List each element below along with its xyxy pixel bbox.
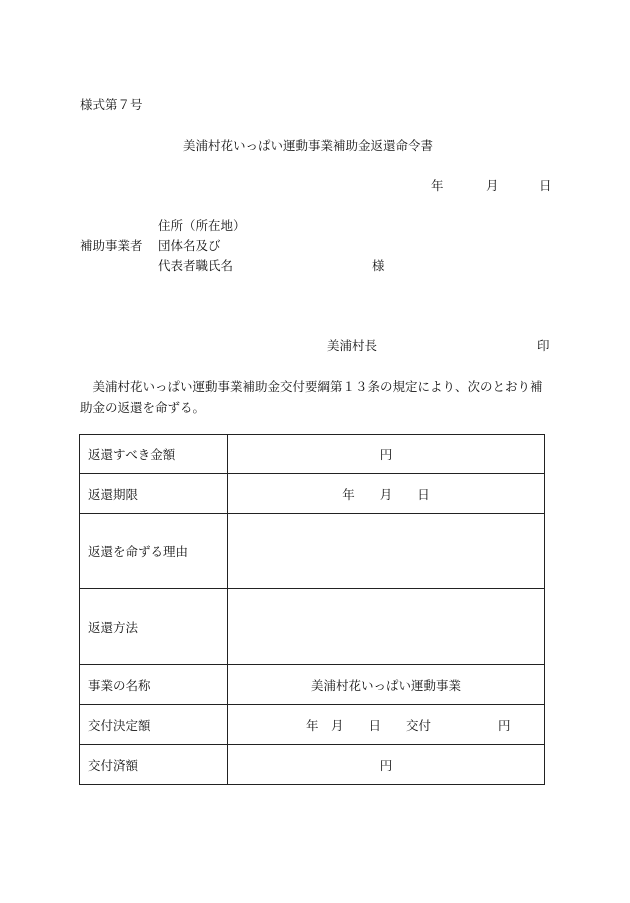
table-row	[80, 705, 545, 745]
address-label: 住所（所在地）	[158, 218, 246, 233]
row-label: 返還すべき金額	[80, 435, 228, 474]
table-row	[80, 665, 545, 705]
row-label: 返還を命ずる理由	[80, 514, 228, 589]
document-title: 美浦村花いっぱい運動事業補助金返還命令書	[183, 138, 434, 153]
body-text: 美浦村花いっぱい運動事業補助金交付要綱第１３条の規定により、次のとおり補助金の返還を命ずる。	[80, 379, 543, 415]
rep-label: 代表者職氏名	[158, 258, 234, 273]
grant-date-part: 年 月 日 交付	[306, 717, 432, 733]
seal-mark: 印	[537, 338, 550, 353]
table-row	[80, 589, 545, 665]
row-label: 交付決定額	[80, 705, 228, 745]
details-table	[79, 434, 545, 785]
grant-yen: 円	[498, 717, 511, 733]
honorific: 様	[372, 258, 385, 273]
table-row	[80, 514, 545, 589]
row-value: 年 月 日	[228, 474, 545, 514]
row-value	[228, 514, 545, 589]
recipient-role: 補助事業者	[80, 238, 143, 253]
row-label: 事業の名称	[80, 665, 228, 705]
row-value: 円	[228, 435, 545, 474]
table-row	[80, 435, 545, 474]
date-day: 日	[539, 178, 552, 193]
issuer-name: 美浦村長	[327, 338, 378, 353]
date-month: 月	[486, 178, 499, 193]
row-label: 返還方法	[80, 589, 228, 665]
row-value: 美浦村花いっぱい運動事業	[228, 665, 545, 705]
date-year: 年	[431, 178, 444, 193]
row-label: 交付済額	[80, 745, 228, 785]
row-value	[228, 589, 545, 665]
org-label: 団体名及び	[158, 238, 221, 253]
form-number: 様式第７号	[80, 97, 143, 112]
table-row	[80, 474, 545, 514]
table-row	[80, 745, 545, 785]
row-value: 円	[228, 745, 545, 785]
row-value	[228, 705, 545, 745]
row-label: 返還期限	[80, 474, 228, 514]
